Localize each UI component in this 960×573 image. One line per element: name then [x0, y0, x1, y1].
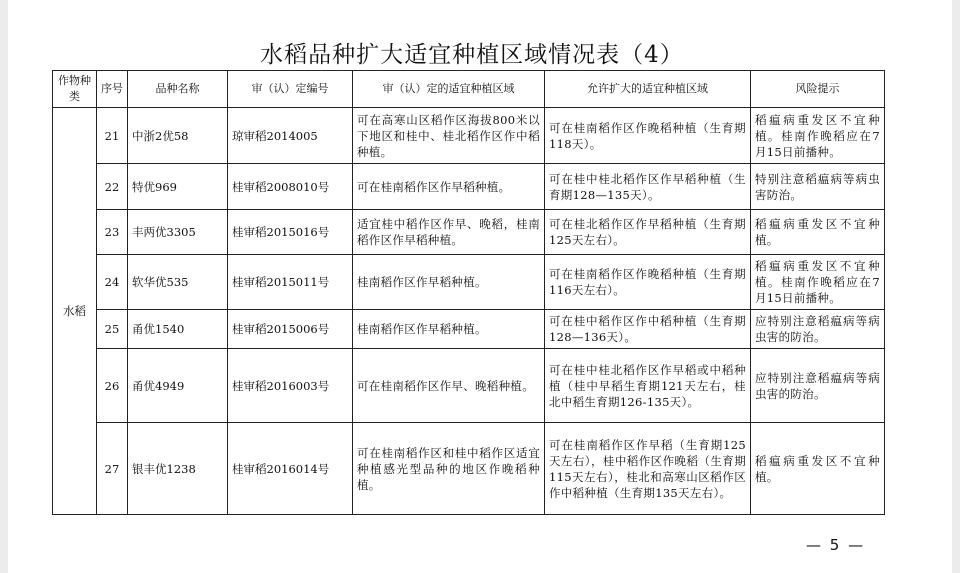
risk-cell: 稻瘟病重发区不宜种植。桂南作晚稻应在7月15日前播种。: [751, 255, 885, 310]
header-approved-area: 审（认）定的适宜种植区域: [353, 71, 545, 108]
variety-cell: 甬优4949: [128, 349, 228, 423]
approved-area-cell: 可在高寒山区稻作区海拔800米以下地区和桂中、桂北稻作区作中稻种植。: [353, 108, 545, 164]
approval-cell: 桂审稻2016014号: [228, 423, 353, 515]
seq-cell: 27: [97, 423, 128, 515]
variety-cell: 软华优535: [128, 255, 228, 310]
header-risk: 风险提示: [751, 71, 885, 108]
header-variety: 品种名称: [128, 71, 228, 108]
expanded-area-cell: 可在桂南稻作区作晚稻种植（生育期118天）。: [545, 108, 751, 164]
expanded-area-cell: 可在桂中桂北稻作区作早稻种植（生育期128—135天）。: [545, 164, 751, 210]
expanded-area-cell: 可在桂中稻作区作中稻种植（生育期128—136天）。: [545, 310, 751, 349]
seq-cell: 22: [97, 164, 128, 210]
approved-area-cell: 桂南稻作区作早稻种植。: [353, 255, 545, 310]
seq-cell: 24: [97, 255, 128, 310]
approval-cell: 桂审稻2008010号: [228, 164, 353, 210]
expanded-area-cell: 可在桂中桂北稻作区作早稻或中稻种植（桂中早稻生育期121天左右，桂北中稻生育期126-135天）。: [545, 349, 751, 423]
table-row: [53, 349, 885, 423]
expanded-area-cell: 可在桂南稻作区作早稻（生育期125天左右），桂中稻作区作晚稻（生育期115天左右），桂北和高寒山区稻作区作中稻种植（生育期135天左右）。: [545, 423, 751, 515]
document-title: 水稻品种扩大适宜种植区域情况表（4）: [260, 42, 684, 68]
variety-cell: 丰两优3305: [128, 210, 228, 255]
risk-cell: 应特别注意稻瘟病等病虫害的防治。: [751, 349, 885, 423]
variety-table: [52, 70, 885, 515]
table-row: [53, 423, 885, 515]
header-crop: 作物种类: [53, 71, 97, 108]
table-row: [53, 164, 885, 210]
seq-cell: 23: [97, 210, 128, 255]
risk-cell: 稻瘟病重发区不宜种植。桂南作晚稻应在7月15日前播种。: [751, 108, 885, 164]
approval-cell: 桂审稻2015016号: [228, 210, 353, 255]
table-row: [53, 108, 885, 164]
risk-cell: 稻瘟病重发区不宜种植。: [751, 210, 885, 255]
expanded-area-cell: 可在桂南稻作区作晚稻种植（生育期116天左右）。: [545, 255, 751, 310]
header-seq: 序号: [97, 71, 128, 108]
approved-area-cell: 适宜桂中稻作区作早、晚稻，桂南稻作区作早稻种植。: [353, 210, 545, 255]
risk-cell: 特别注意稻瘟病等病虫害防治。: [751, 164, 885, 210]
approval-cell: 琼审稻2014005: [228, 108, 353, 164]
approval-cell: 桂审稻2015011号: [228, 255, 353, 310]
risk-cell: 应特别注意稻瘟病等病虫害的防治。: [751, 310, 885, 349]
variety-cell: 甬优1540: [128, 310, 228, 349]
header-expanded-area: 允许扩大的适宜种植区域: [545, 71, 751, 108]
table-row: [53, 210, 885, 255]
page-number: — 5 —: [806, 536, 866, 554]
approved-area-cell: 可在桂南稻作区和桂中稻作区适宜种植感光型品种的地区作晚稻种植。: [353, 423, 545, 515]
header-row: [53, 71, 885, 108]
approved-area-cell: 可在桂南稻作区作早、晚稻种植。: [353, 349, 545, 423]
variety-cell: 银丰优1238: [128, 423, 228, 515]
seq-cell: 26: [97, 349, 128, 423]
table-row: [53, 310, 885, 349]
seq-cell: 25: [97, 310, 128, 349]
header-approval: 审（认）定编号: [228, 71, 353, 108]
approval-cell: 桂审稻2016003号: [228, 349, 353, 423]
risk-cell: 稻瘟病重发区不宜种植。: [751, 423, 885, 515]
crop-cell: 水稻: [53, 108, 97, 515]
seq-cell: 21: [97, 108, 128, 164]
approval-cell: 桂审稻2015006号: [228, 310, 353, 349]
approved-area-cell: 可在桂南稻作区作早稻种植。: [353, 164, 545, 210]
expanded-area-cell: 可在桂北稻作区作早稻种植（生育期125天左右）。: [545, 210, 751, 255]
variety-cell: 中浙2优58: [128, 108, 228, 164]
table-row: [53, 255, 885, 310]
approved-area-cell: 桂南稻作区作早稻种植。: [353, 310, 545, 349]
variety-cell: 特优969: [128, 164, 228, 210]
